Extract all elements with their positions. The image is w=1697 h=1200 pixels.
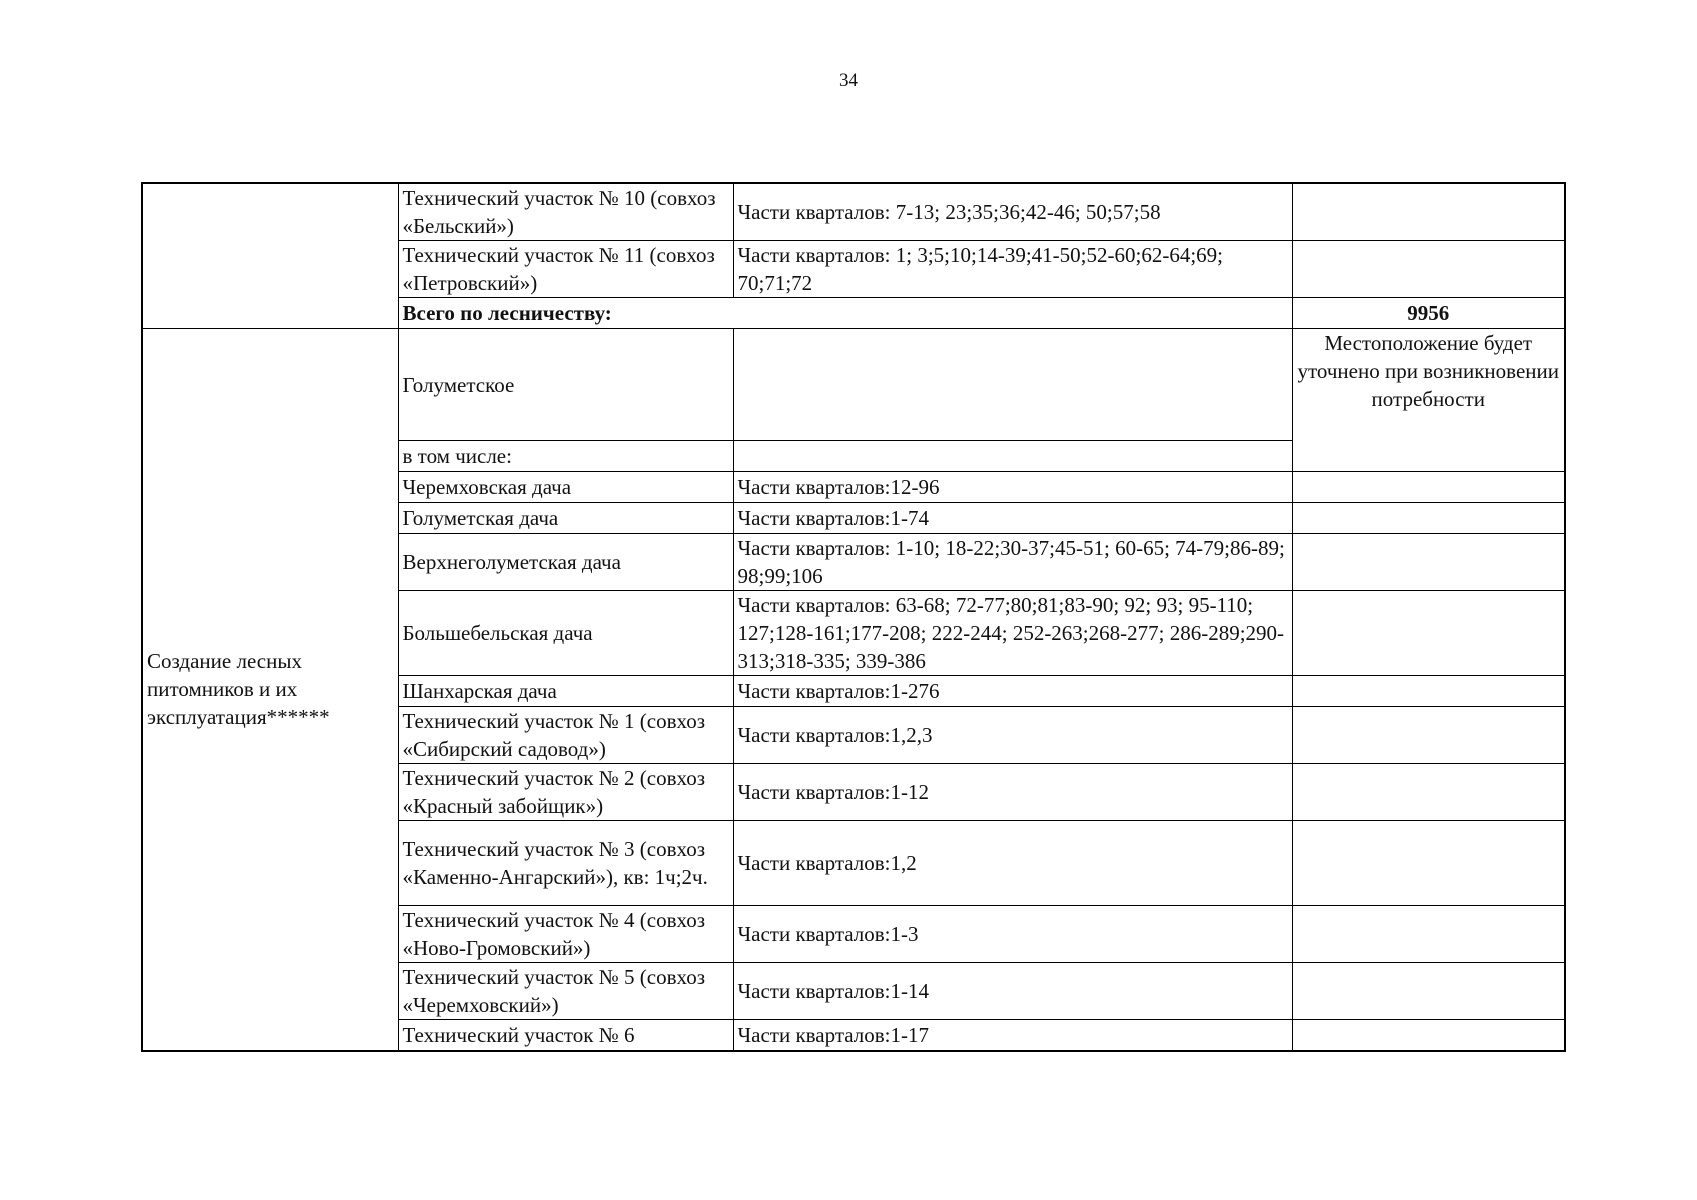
area-cell [1292, 1020, 1565, 1051]
area-cell [1292, 241, 1565, 298]
area-cell [1292, 821, 1565, 906]
area-cell [1292, 183, 1565, 241]
table-row [142, 183, 1565, 241]
location-note: Местоположение будет уточнено при возникновении потребности [1292, 329, 1565, 472]
area-cell [1292, 764, 1565, 821]
quarters-cell [733, 441, 1292, 472]
quarters-cell: Части кварталов: 63-68; 72-77;80;81;83-90; 92; 93; 95-110; 127;128-161;177-208; 222-244; 252-263;268-277; 286-289;290-313;318-335; 339-386 [733, 591, 1292, 676]
forestry-name: Голуметское [398, 329, 733, 441]
site-name-cell: Технический участок № 5 (совхоз «Черемховский») [398, 963, 733, 1020]
activity-cell-empty [142, 183, 398, 329]
area-cell [1292, 472, 1565, 503]
area-cell [1292, 707, 1565, 764]
table-row [142, 329, 1565, 441]
quarters-cell [733, 329, 1292, 441]
site-name-cell: Черемховская дача [398, 472, 733, 503]
activity-cell: Создание лесных питомников и их эксплуатация****** [142, 329, 398, 1051]
site-name-cell: Технический участок № 11 (совхоз «Петровский») [398, 241, 733, 298]
site-name-cell: Голуметская дача [398, 503, 733, 534]
quarters-cell: Части кварталов: 1-10; 18-22;30-37;45-51; 60-65; 74-79;86-89; 98;99;106 [733, 534, 1292, 591]
total-label: Всего по лесничеству: [398, 298, 1292, 329]
site-name-cell: Верхнеголуметская дача [398, 534, 733, 591]
quarters-cell: Части кварталов:1,2 [733, 821, 1292, 906]
site-name-cell: Большебельская дача [398, 591, 733, 676]
site-name-cell: Технический участок № 6 [398, 1020, 733, 1051]
quarters-cell: Части кварталов:1-3 [733, 906, 1292, 963]
quarters-cell: Части кварталов: 1; 3;5;10;14-39;41-50;52-60;62-64;69; 70;71;72 [733, 241, 1292, 298]
site-name-cell: Технический участок № 10 (совхоз «Бельский») [398, 183, 733, 241]
quarters-cell: Части кварталов:1-14 [733, 963, 1292, 1020]
site-name-cell: Технический участок № 1 (совхоз «Сибирский садовод») [398, 707, 733, 764]
quarters-cell: Части кварталов:12-96 [733, 472, 1292, 503]
site-name-cell: Шанхарская дача [398, 676, 733, 707]
site-name-cell: Технический участок № 2 (совхоз «Красный забойщик») [398, 764, 733, 821]
quarters-cell: Части кварталов:1,2,3 [733, 707, 1292, 764]
quarters-cell: Части кварталов:1-74 [733, 503, 1292, 534]
area-cell [1292, 534, 1565, 591]
area-cell [1292, 503, 1565, 534]
quarters-cell: Части кварталов:1-276 [733, 676, 1292, 707]
area-cell [1292, 906, 1565, 963]
area-cell [1292, 963, 1565, 1020]
quarters-cell: Части кварталов:1-17 [733, 1020, 1292, 1051]
including-label: в том числе: [398, 441, 733, 472]
site-name-cell: Технический участок № 4 (совхоз «Ново-Громовский») [398, 906, 733, 963]
total-value: 9956 [1292, 298, 1565, 329]
area-cell [1292, 591, 1565, 676]
page-number: 34 [839, 70, 858, 91]
forestry-table [141, 182, 1566, 1052]
quarters-cell: Части кварталов: 7-13; 23;35;36;42-46; 50;57;58 [733, 183, 1292, 241]
site-name-cell: Технический участок № 3 (совхоз «Каменно-Ангарский»), кв: 1ч;2ч. [398, 821, 733, 906]
quarters-cell: Части кварталов:1-12 [733, 764, 1292, 821]
area-cell [1292, 676, 1565, 707]
